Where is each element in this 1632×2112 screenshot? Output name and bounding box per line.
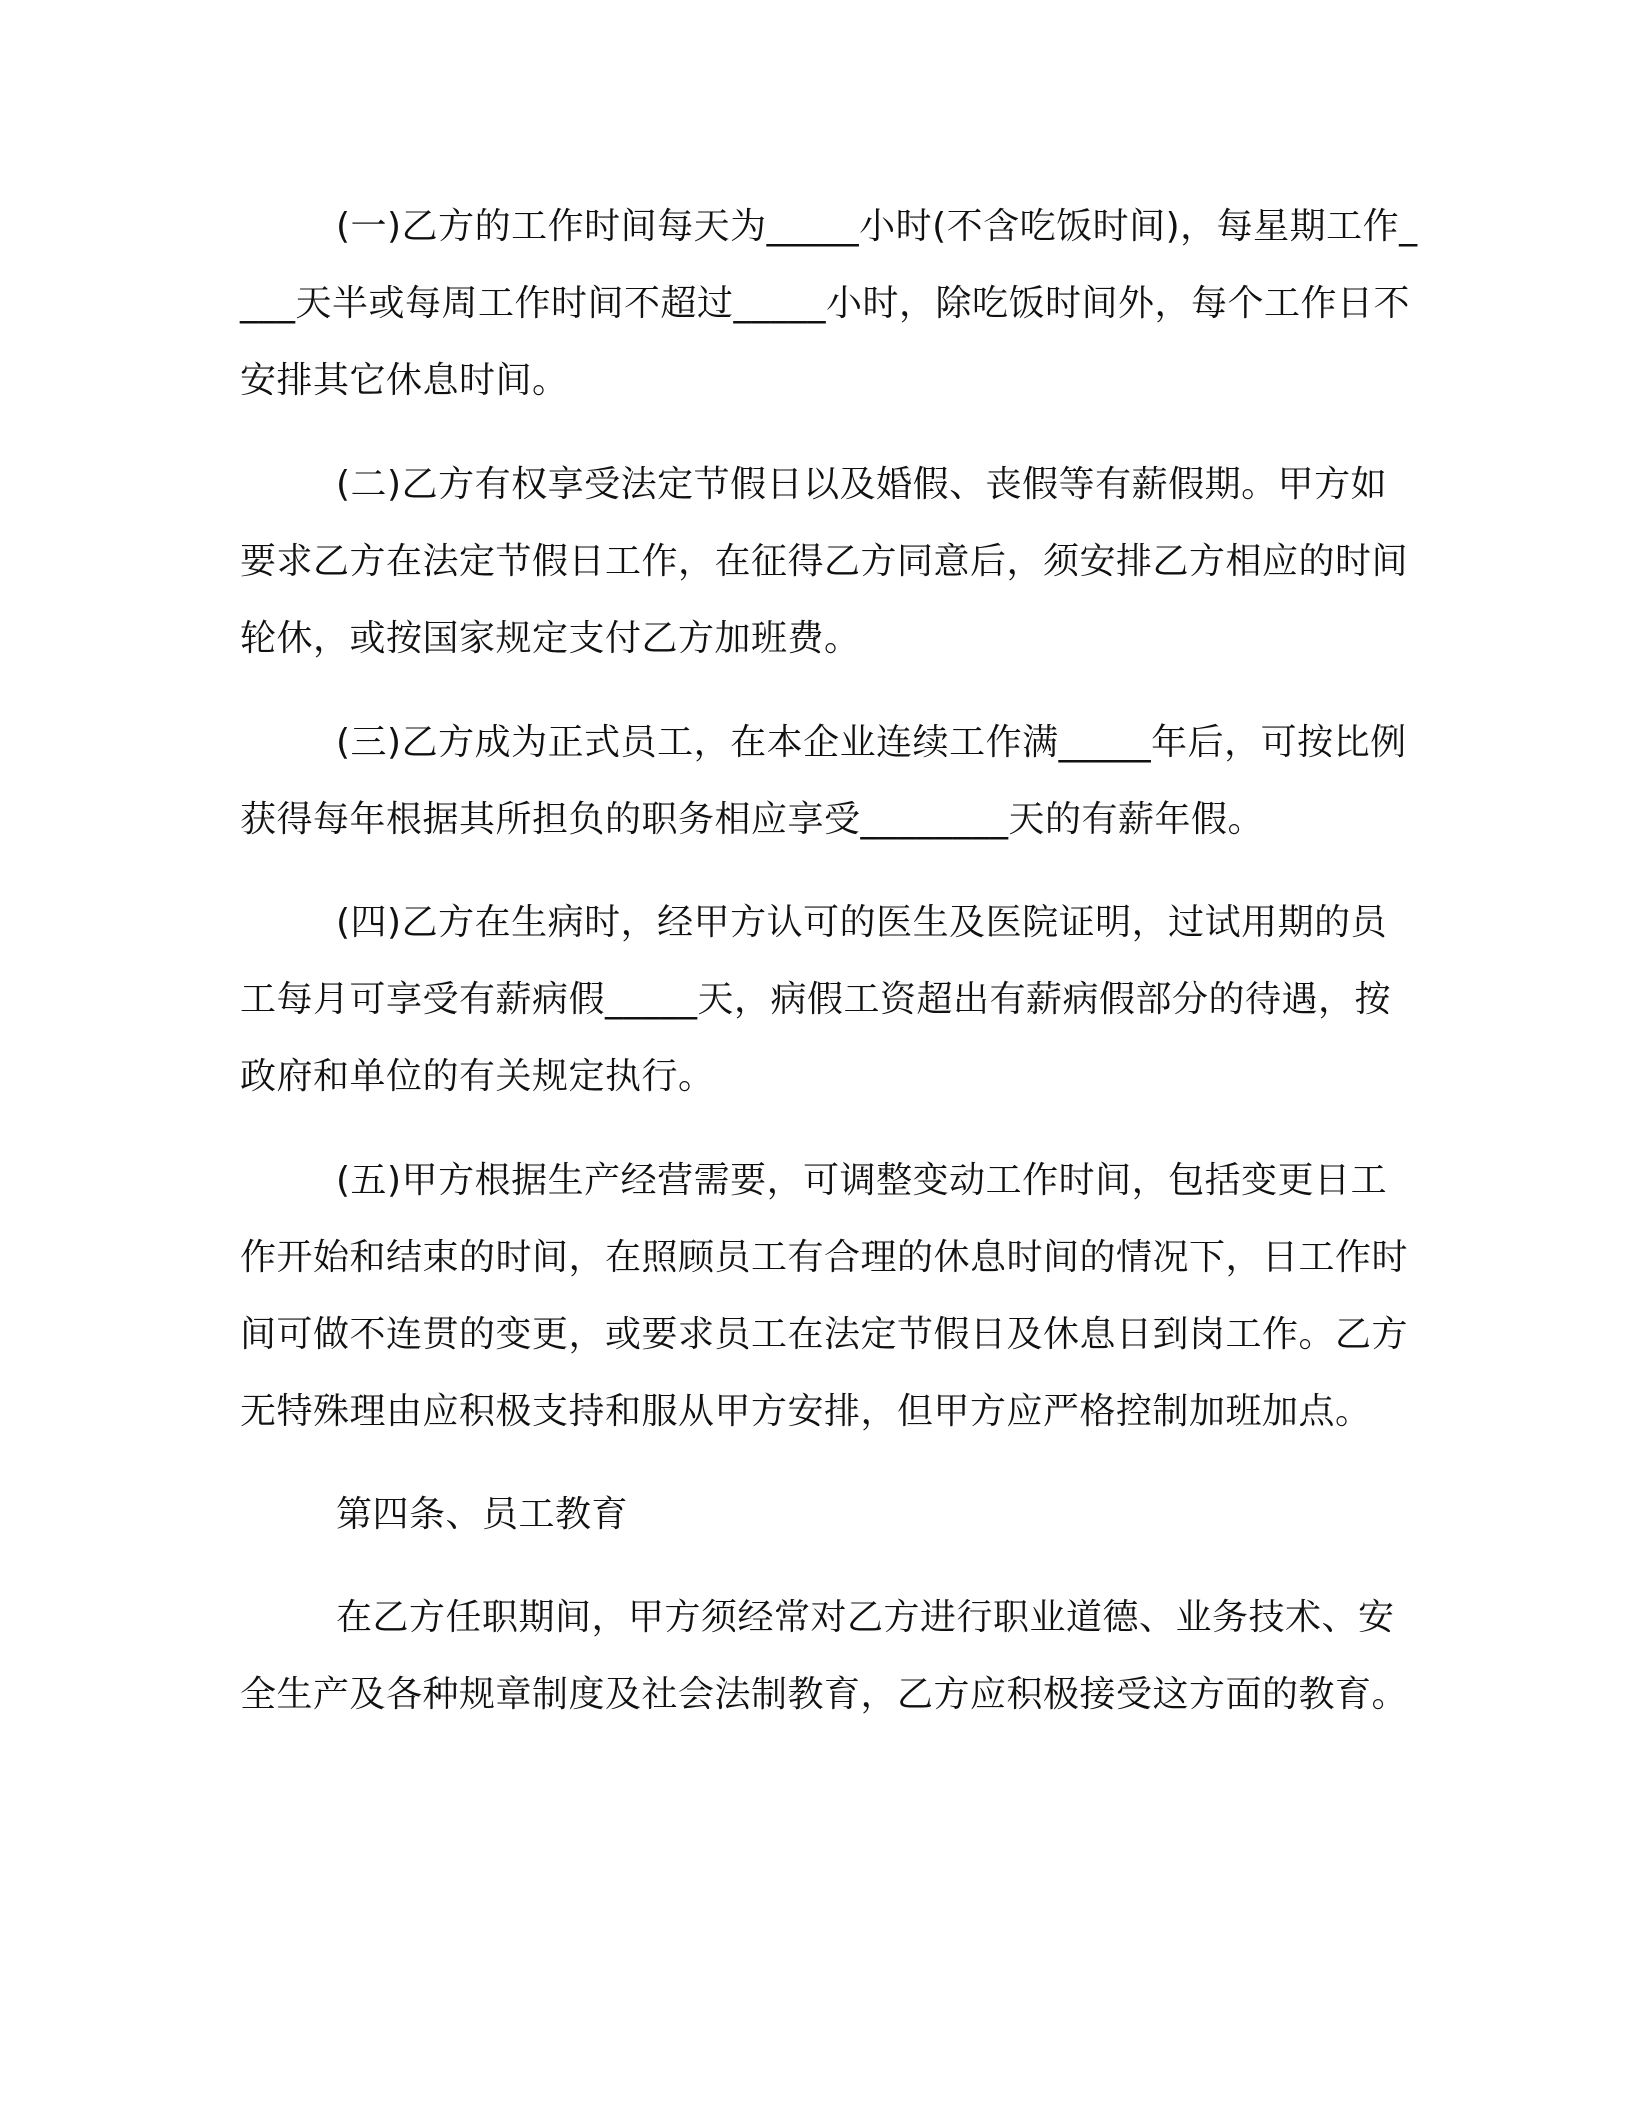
clause-paragraph-2: (二)乙方有权享受法定节假日以及婚假、丧假等有薪假期。甲方如要求乙方在法定节假日工作，在征得乙方同意后，须安排乙方相应的时间轮休，或按国家规定支付乙方加班费。 bbox=[240, 464, 1409, 659]
section-paragraph: 在乙方任职期间，甲方须经常对乙方进行职业道德、业务技术、安全生产及各种规章制度及社会法制教育，乙方应积极接受这方面的教育。 bbox=[240, 1597, 1409, 1715]
clause-paragraph-4: (四)乙方在生病时，经甲方认可的医生及医院证明，过试用期的员工每月可享受有薪病假_____天，病假工资超出有薪病假部分的待遇，按政府和单位的有关规定执行。 bbox=[240, 902, 1392, 1097]
document-body bbox=[240, 188, 1420, 1759]
clause-paragraph-1: (一)乙方的工作时间每天为_____小时(不含吃饭时间)，每星期工作____天半或每周工作时间不超过_____小时，除吃饭时间外，每个工作日不安排其它休息时间。 bbox=[240, 206, 1418, 401]
clause-paragraph-5: (五)甲方根据生产经营需要，可调整变动工作时间，包括变更日工作开始和结束的时间，在照顾员工有合理的休息时间的情况下，日工作时间可做不连贯的变更，或要求员工在法定节假日及休息日到岗工作。乙方无特殊理由应积极支持和服从甲方安排，但甲方应严格控制加班加点。 bbox=[240, 1160, 1409, 1432]
section-heading: 第四条、员工教育 bbox=[336, 1494, 629, 1535]
clause-paragraph-3: (三)乙方成为正式员工，在本企业连续工作满_____年后，可按比例获得每年根据其所担负的职务相应享受________天的有薪年假。 bbox=[240, 722, 1407, 840]
